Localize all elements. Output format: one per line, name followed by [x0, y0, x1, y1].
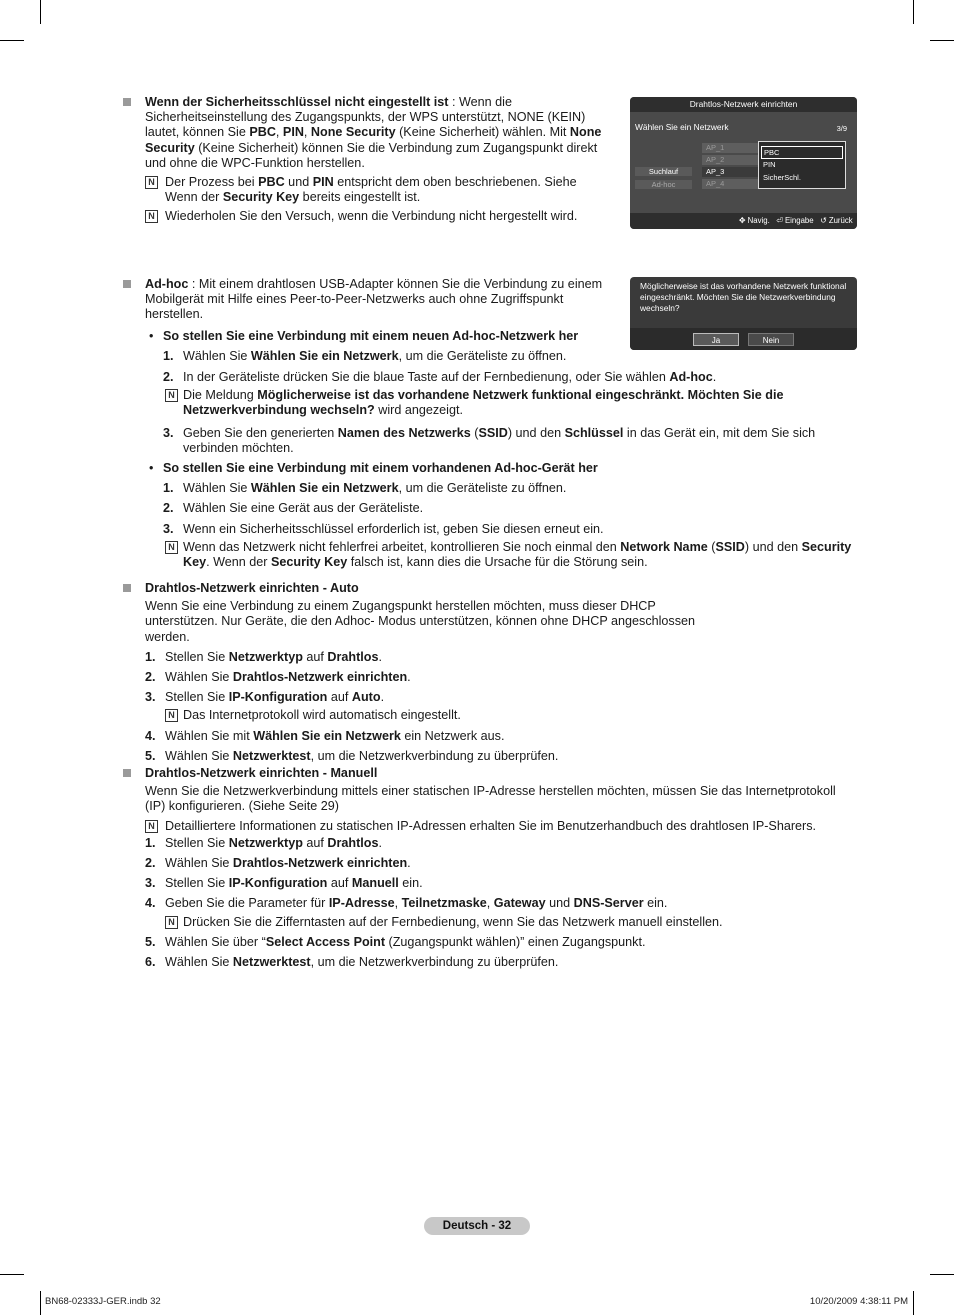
footer-file: BN68-02333J-GER.indb 32: [45, 1296, 161, 1307]
step: 5. Wählen Sie über “Select Access Point (Zugangspunkt wählen)” einen Zugangspunkt.: [145, 934, 646, 949]
step: 2. Wählen Sie Drahtlos-Netzwerk einrichten.: [145, 670, 411, 685]
section-security-key: [145, 95, 605, 225]
menu-item-pin[interactable]: PIN: [763, 160, 776, 169]
step: 3. Stellen Sie IP-Konfiguration auf Manuell ein.: [145, 876, 423, 891]
crop-mark: [913, 0, 914, 24]
step: 2. In der Geräteliste drücken Sie die blaue Taste auf der Fernbedienung, oder Sie wählen Ad-hoc.: [163, 370, 717, 385]
section-manual: [145, 766, 857, 970]
yes-button[interactable]: Ja: [693, 333, 739, 346]
ap-item[interactable]: AP_1: [702, 143, 758, 153]
note-icon: N: [145, 210, 158, 223]
suchlauf-button[interactable]: Suchlauf: [635, 167, 692, 176]
crop-mark: [40, 0, 41, 24]
section-text: Wenn der Sicherheitsschlüssel nicht eingestellt ist : Wenn die Sicherheitseinstellung des Zugangspunkts, der WPS unterstützt, NONE (KEIN) lautet, können Sie PBC, PIN, None Security (Keine Sicherheit) wählen. Mit None Security (Keine Sicherheit) können Sie die Verbindung zum Zugangspunkt direkt und ohne die WPC-Funktion herstellen.: [145, 95, 602, 170]
screen-footer: ✥ Navig. ⏎ Eingabe ↺ Zurück: [630, 213, 857, 229]
security-menu: [758, 141, 846, 189]
square-bullet-icon: [123, 769, 131, 777]
note: N Der Prozess bei PBC und PIN entspricht dem oben beschriebenen. Siehe Wenn der Security Key bereits eingestellt ist.: [145, 175, 605, 205]
step: 1. Stellen Sie Netzwerktyp auf Drahtlos.: [145, 649, 383, 664]
section-auto: [145, 581, 857, 764]
note: N Wiederholen Sie den Versuch, wenn die Verbindung nicht hergestellt wird.: [145, 209, 605, 224]
section-intro: Wenn Sie die Netzwerkverbindung mittels einer statischen IP-Adresse herstellen möchten, müssen Sie das Internetprotokoll (IP) konfigurieren. (Siehe Seite 29): [145, 784, 836, 814]
note: N Detailliertere Informationen zu statischen IP-Adressen erhalten Sie im Benutzerhandbuch des drahtlosen IP-Sharers.: [145, 819, 857, 834]
square-bullet-icon: [123, 98, 131, 106]
screen-subtitle: Wählen Sie ein Netzwerk: [635, 122, 729, 132]
dialog-message: Möglicherweise ist das vorhandene Netzwerk funktional eingeschränkt. Möchten Sie die Netzwerkverbindung wechseln?: [640, 281, 847, 313]
bullet-heading: • So stellen Sie eine Verbindung mit einem neuen Ad-hoc-Netzwerk her: [149, 328, 579, 343]
step: 1. Wählen Sie Wählen Sie ein Netzwerk, um die Geräteliste zu öffnen.: [163, 348, 567, 363]
section-title: Drahtlos-Netzwerk einrichten - Auto: [145, 581, 359, 595]
step: 3. Stellen Sie IP-Konfiguration auf Auto.: [145, 690, 385, 705]
note-icon: N: [145, 176, 158, 189]
step: 1. Wählen Sie Wählen Sie ein Netzwerk, um die Geräteliste zu öffnen.: [163, 481, 567, 496]
step: 2. Wählen Sie Drahtlos-Netzwerk einrichten.: [145, 856, 411, 871]
square-bullet-icon: [123, 280, 131, 288]
step: 1. Stellen Sie Netzwerktyp auf Drahtlos.: [145, 835, 383, 850]
step: 5. Wählen Sie Netzwerktest, um die Netzwerkverbindung zu überprüfen.: [145, 748, 559, 763]
step: 3. Geben Sie den generierten Namen des Netzwerks (SSID) und den Schlüssel in das Gerät ein, mit dem Sie sich verbinden möchten.: [163, 425, 816, 455]
crop-mark: [40, 1291, 41, 1315]
return-icon: ↺: [820, 216, 827, 225]
step: 4. Geben Sie die Parameter für IP-Adresse, Teilnetzmaske, Gateway und DNS-Server ein.: [145, 896, 668, 911]
dialog-footer: [630, 328, 857, 350]
step: 3. Wenn ein Sicherheitsschlüssel erforderlich ist, geben Sie diesen erneut ein.: [163, 521, 604, 536]
crop-mark: [930, 40, 954, 41]
step: 2. Wählen Sie eine Gerät aus der Geräteliste.: [163, 501, 424, 516]
note: N Drücken Sie die Zifferntasten auf der Fernbedienung, wenn Sie das Netzwerk manuell einstellen.: [145, 915, 857, 930]
section-title: Drahtlos-Netzwerk einrichten - Manuell: [145, 766, 378, 780]
note: N Das Internetprotokoll wird automatisch eingestellt.: [145, 708, 857, 723]
bullet-heading: • So stellen Sie eine Verbindung mit einem vorhandenen Ad-hoc-Gerät her: [149, 461, 598, 476]
tv-screen-network-setup: [630, 97, 857, 229]
tv-dialog-network-change: [630, 277, 857, 350]
section-text: Ad-hoc : Mit einem drahtlosen USB-Adapter können Sie die Verbindung zu einem Mobilgerät mit Hilfe eines Peer-to-Peer-Netzwerks auch ohne Zugriffspunkt herstellen.: [145, 277, 603, 322]
menu-item-pbc[interactable]: PBC: [761, 146, 843, 159]
navigate-icon: ✥: [738, 216, 746, 225]
note-icon: N: [165, 541, 178, 554]
ap-item[interactable]: AP_2: [702, 155, 758, 165]
note-icon: N: [165, 709, 178, 722]
adhoc-button[interactable]: Ad-hoc: [635, 180, 692, 189]
screen-title: Drahtlos-Netzwerk einrichten: [630, 97, 857, 112]
crop-mark: [0, 1274, 24, 1275]
no-button[interactable]: Nein: [748, 333, 794, 346]
crop-mark: [913, 1291, 914, 1315]
step: 6. Wählen Sie Netzwerktest, um die Netzwerkverbindung zu überprüfen.: [145, 955, 559, 970]
note-icon: N: [165, 916, 178, 929]
crop-mark: [0, 40, 24, 41]
section-intro: Wenn Sie eine Verbindung zu einem Zugangspunkt herstellen möchten, muss dieser DHCP unterstützen. Nur Geräte, die den Adhoc- Modus unterstützen, können ohne DHCP angeschlossen werden.: [145, 599, 696, 644]
ap-item[interactable]: AP_3: [702, 167, 758, 177]
ap-item[interactable]: AP_4: [702, 179, 758, 189]
note: N Wenn das Netzwerk nicht fehlerfrei arbeitet, kontrollieren Sie noch einmal den Network Name (SSID) und den Security Key. Wenn der Security Key falsch ist, kann dies die Ursache für die Störung sein.: [145, 540, 857, 570]
crop-mark: [930, 1274, 954, 1275]
footer-date: 10/20/2009 4:38:11 PM: [809, 1296, 908, 1307]
ap-count: 3/9: [836, 124, 847, 133]
square-bullet-icon: [123, 584, 131, 592]
step: 4. Wählen Sie mit Wählen Sie ein Netzwerk ein Netzwerk aus.: [145, 728, 505, 743]
enter-icon: ⏎: [776, 216, 783, 225]
note-icon: N: [165, 389, 178, 402]
note: N Die Meldung Möglicherweise ist das vorhandene Netzwerk funktional eingeschränkt. Möchten Sie die Netzwerkverbindung wechseln? wird angezeigt.: [145, 388, 857, 418]
page-number: Deutsch - 32: [424, 1217, 530, 1235]
note-icon: N: [145, 820, 158, 833]
menu-item-sicherschl[interactable]: SicherSchl.: [763, 173, 801, 182]
